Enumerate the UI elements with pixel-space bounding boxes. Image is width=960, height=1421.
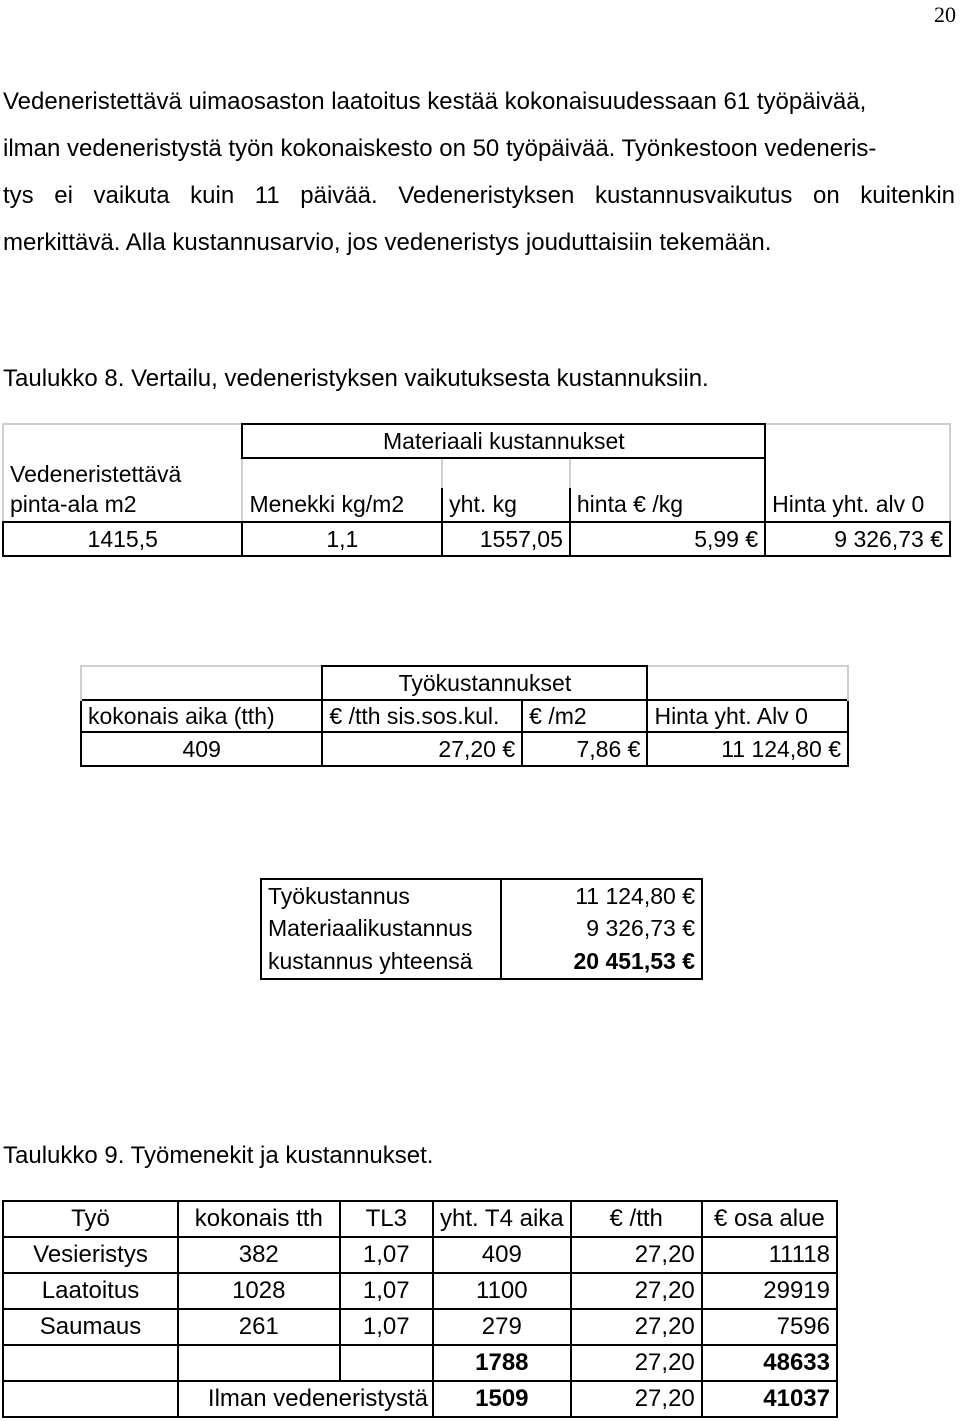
table9-caption: Taulukko 9. Työmenekit ja kustannukset. bbox=[3, 1142, 434, 1169]
cell-hinta: 11 124,80 € bbox=[647, 732, 848, 766]
cell-menekki: 1,1 bbox=[242, 522, 442, 556]
without-tth: 27,20 bbox=[571, 1381, 702, 1417]
col-area-line2: pinta-ala m2 bbox=[3, 488, 242, 522]
blank-cell bbox=[570, 458, 765, 488]
paragraph-line: merkittävä. Alla kustannusarvio, jos vedeneristys jouduttaisiin tekemään. bbox=[3, 229, 772, 256]
summary-label: Työkustannus bbox=[261, 879, 501, 912]
cell-area: 1415,5 bbox=[3, 522, 242, 556]
summary-total-value: 20 451,53 € bbox=[573, 948, 695, 974]
col-menekki: Menekki kg/m2 bbox=[242, 488, 442, 522]
material-group-header: Materiaali kustannukset bbox=[242, 424, 765, 458]
page-number: 20 bbox=[934, 2, 956, 27]
cell-tl3: 1,07 bbox=[340, 1309, 434, 1345]
blank-cell bbox=[178, 1345, 340, 1381]
cell-m2: 7,86 € bbox=[522, 732, 647, 766]
header-tyo: Työ bbox=[3, 1201, 178, 1237]
table8-caption: Taulukko 8. Vertailu, vedeneristyksen vaikutuksesta kustannuksiin. bbox=[3, 365, 709, 392]
cell-tyo: Saumaus bbox=[3, 1309, 178, 1345]
summary-value: 11 124,80 € bbox=[575, 882, 695, 909]
cost-summary-table bbox=[260, 878, 703, 980]
work-group-header: Työkustannukset bbox=[322, 666, 647, 700]
intro-paragraph bbox=[3, 78, 955, 266]
cell-t4-aika: 409 bbox=[433, 1237, 571, 1273]
blank-cell bbox=[3, 1345, 178, 1381]
total-osa-alue: 48633 bbox=[702, 1345, 837, 1381]
paragraph-line: ilman vedeneristystä työn kokonaiskesto on 50 työpäivää. Työnkestoon vedeneris- bbox=[3, 135, 877, 162]
cell-tth: 27,20 bbox=[571, 1309, 702, 1345]
total-tth: 27,20 bbox=[571, 1345, 702, 1381]
cell-tth: 27,20 bbox=[571, 1273, 702, 1309]
col-hinta: Hinta yht. Alv 0 bbox=[647, 700, 848, 732]
work-hours-table bbox=[2, 1200, 838, 1418]
material-cost-table bbox=[2, 423, 951, 557]
cell-tyo: Vesieristys bbox=[3, 1237, 178, 1273]
cell-osa-alue: 29919 bbox=[702, 1273, 837, 1309]
cell-tyo: Laatoitus bbox=[3, 1273, 178, 1309]
header-t4-aika: yht. T4 aika bbox=[433, 1201, 571, 1237]
col-m2: € /m2 bbox=[522, 700, 647, 732]
cell-hinta-yht: 9 326,73 € bbox=[765, 522, 950, 556]
cell-kokonais-tth: 261 bbox=[178, 1309, 340, 1345]
col-area-line1: Vedeneristettävä bbox=[3, 458, 242, 488]
blank-cell bbox=[3, 424, 242, 458]
header-tl3: TL3 bbox=[340, 1201, 434, 1237]
summary-label: kustannus yhteensä bbox=[261, 945, 501, 979]
cell-kokonais-tth: 1028 bbox=[178, 1273, 340, 1309]
summary-value: 9 326,73 € bbox=[586, 915, 695, 941]
header-kokonais-tth: kokonais tth bbox=[178, 1201, 340, 1237]
cell-t4-aika: 1100 bbox=[433, 1273, 571, 1309]
blank-cell bbox=[765, 458, 950, 488]
cell-tth: 27,20 bbox=[571, 1237, 702, 1273]
cell-hinta-kg: 5,99 € bbox=[570, 522, 765, 556]
cell-osa-alue: 7596 bbox=[702, 1309, 837, 1345]
col-tth: € /tth sis.sos.kul. bbox=[322, 700, 522, 732]
header-tth: € /tth bbox=[571, 1201, 702, 1237]
col-yht-kg: yht. kg bbox=[442, 488, 570, 522]
summary-label: Materiaalikustannus bbox=[261, 912, 501, 945]
blank-cell bbox=[442, 458, 570, 488]
paragraph-line: tys ei vaikuta kuin 11 päivää. Vedeneristyksen kustannusvaikutus on kuitenkin bbox=[3, 182, 955, 209]
without-waterproofing-label: Ilman vedeneristystä bbox=[178, 1381, 433, 1417]
cell-osa-alue: 11118 bbox=[702, 1237, 837, 1273]
blank-cell bbox=[81, 666, 322, 700]
cell-yht-kg: 1557,05 bbox=[442, 522, 570, 556]
cell-tl3: 1,07 bbox=[340, 1237, 434, 1273]
header-osa-alue: € osa alue bbox=[702, 1201, 837, 1237]
without-t4-aika: 1509 bbox=[433, 1381, 571, 1417]
blank-cell bbox=[765, 424, 950, 458]
col-aika: kokonais aika (tth) bbox=[81, 700, 322, 732]
col-hinta-kg: hinta € /kg bbox=[570, 488, 765, 522]
blank-cell bbox=[647, 666, 848, 700]
cell-tth: 27,20 € bbox=[322, 732, 522, 766]
cell-tl3: 1,07 bbox=[340, 1273, 434, 1309]
work-cost-table bbox=[80, 665, 849, 767]
blank-cell bbox=[3, 1381, 178, 1417]
blank-cell bbox=[242, 458, 442, 488]
col-hinta-yht: Hinta yht. alv 0 bbox=[765, 488, 950, 522]
cell-t4-aika: 279 bbox=[433, 1309, 571, 1345]
blank-cell bbox=[340, 1345, 434, 1381]
paragraph-line: Vedeneristettävä uimaosaston laatoitus kestää kokonaisuudessaan 61 työpäivää, bbox=[3, 88, 867, 115]
total-t4-aika: 1788 bbox=[433, 1345, 571, 1381]
cell-kokonais-tth: 382 bbox=[178, 1237, 340, 1273]
without-osa-alue: 41037 bbox=[702, 1381, 837, 1417]
cell-aika: 409 bbox=[81, 732, 322, 766]
